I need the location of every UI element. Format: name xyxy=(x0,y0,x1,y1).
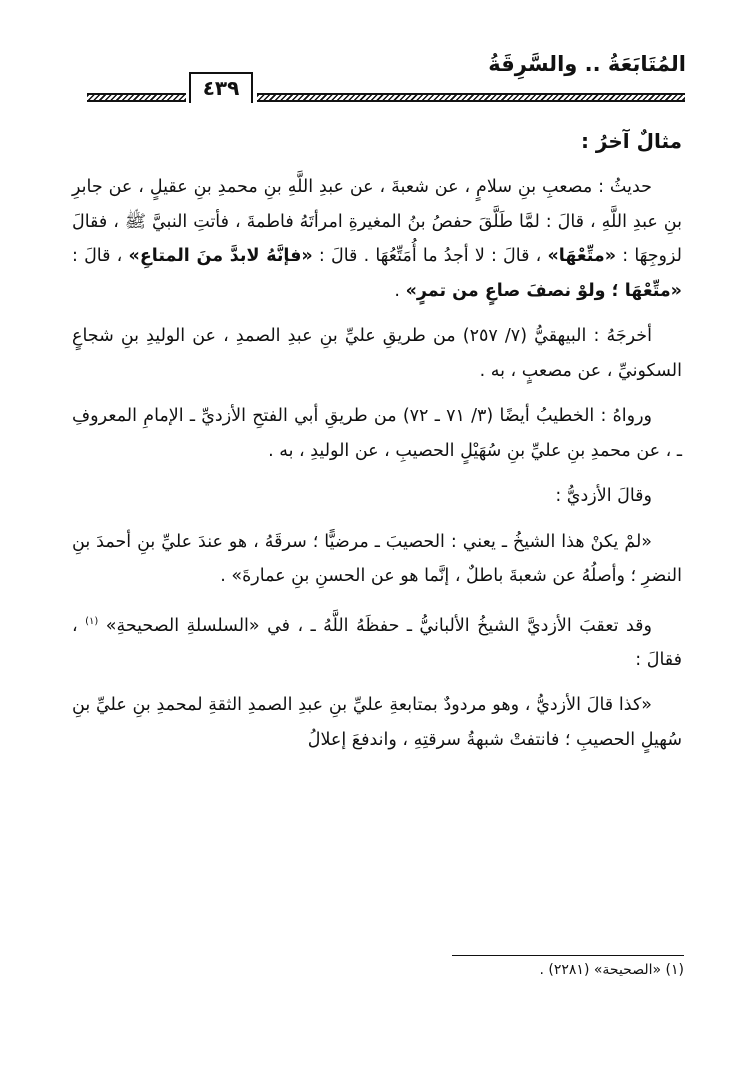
header-rule-left xyxy=(87,93,186,102)
hadith-text: ، قالَ : xyxy=(72,246,129,266)
footnote-1: (١) «الصحيحة» (٢٢٨١) . xyxy=(539,962,684,978)
header-rule-right xyxy=(257,93,685,102)
paragraph-takhrij-bayhaqi: أخرجَهُ : البيهقيُّ (٧/ ٢٥٧) من طريقِ عليِّ بنِ عبدِ الصمدِ ، عن الوليدِ بنِ شجاعٍ السكونيِّ ، عن مصعبٍ ، به . xyxy=(72,326,682,381)
footnote-marker[interactable]: (١) xyxy=(85,615,99,627)
albani-text: ، فقالَ : xyxy=(72,615,682,670)
paragraph-azdi-intro: وقالَ الأزديُّ : xyxy=(555,486,652,506)
prophetic-quote: «متِّعْهَا» xyxy=(547,246,617,266)
paragraph-albani-quote: «كذا قالَ الأزديُّ ، وهو مردودٌ بمتابعةِ عليِّ بنِ عبدِ الصمدِ الثقةِ لمحمدِ بنِ عليِّ بنِ سُهيلٍ الحصيبِ ؛ فانتفتْ شبهةُ سرقتِهِ ، واندفعَ إعلالُ xyxy=(72,695,682,750)
running-title: المُتَابَعَةُ .. والسَّرِقَةُ xyxy=(488,52,686,76)
paragraph-hadith xyxy=(72,170,682,308)
hadith-text: حديثُ : مصعبِ بنِ سلامٍ ، عن شعبةَ ، عن عبدِ اللَّهِ بنِ محمدِ بنِ عقيلٍ ، عن جابرِ بنِ عبدِ اللَّهِ ، قالَ : لمَّا طَلَّقَ حفصُ بنُ المغيرةِ امرأتَهُ فاطمةَ ، فأتتِ النبيَّ ﷺ ، فقالَ لزوجِهَا : xyxy=(72,177,682,266)
section-heading: مثالٌ آخرُ : xyxy=(580,129,682,153)
paragraph-albani-intro xyxy=(72,605,682,678)
paragraph-khatib: ورواهُ : الخطيبُ أيضًا (٣/ ٧١ ـ ٧٢) من طريقِ أبي الفتحِ الأزديِّ ـ الإمامِ المعروفِ ـ ، عن محمدِ بنِ عليِّ بنِ سُهَيْلٍ الحصيبِ ، عن الوليدِ ، به . xyxy=(72,406,682,461)
main-text xyxy=(72,120,682,768)
page-number: ٤٣٩ xyxy=(189,72,253,103)
footnote-separator xyxy=(452,955,684,956)
albani-text: وقد تعقبَ الأزديَّ الشيخُ الألبانيُّ ـ حفظَهُ اللَّهُ ـ ، في «السلسلةِ الصحيحةِ» xyxy=(98,615,652,636)
hadith-text: ، قالَ : لا أجدُ ما أُمَتِّعُهَا . قالَ : xyxy=(312,246,548,266)
paragraph-azdi-quote: «لمْ يكنْ هذا الشيخُ ـ يعني : الحصيبَ ـ مرضيًّا ؛ سرقَهُ ، هو عندَ عليِّ بنِ أحمدَ بنِ النضرِ ؛ وأصلُهُ عن شعبةَ باطلٌ ، إنَّما هو عن الحسنِ بنِ عمارةَ» . xyxy=(72,531,682,586)
hadith-text: . xyxy=(394,280,406,301)
prophetic-quote: «فإنَّهُ لابدَّ منَ المتاعِ» xyxy=(128,246,313,266)
prophetic-quote: «متِّعْهَا ؛ ولوْ نصفَ صاعٍ من تمرٍ» xyxy=(405,280,682,301)
